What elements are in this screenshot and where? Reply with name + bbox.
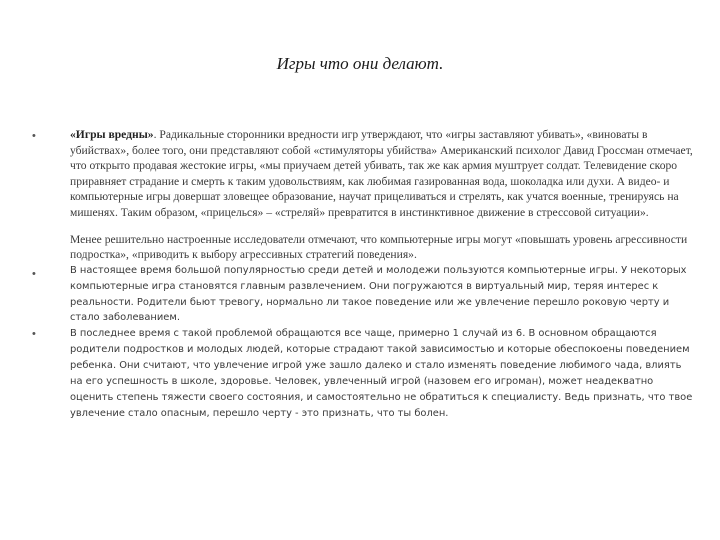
bullet-item-3-text: В последнее время с такой проблемой обращаются все чаще, примерно 1 случай из 6. В основном обращаются родители подростков и молодых людей, которые страдают такой зависимостью и которые обеспокоены поведением ребенка. Они считают, что увлечение игрой уже зашло далеко и стало изменять поведение любимого чада, влиять на его успешность в школе, здоровье. Человек, увлеченный игрой (назовем его игроман), может неадекватно оценить степень тяжести своего состояния, и самостоятельно не обратиться к специалисту. Ведь признать, что твое увлечение стало опасным, перешло черту - это признать, что ты болен. <box>70 328 693 419</box>
bullet-icon: • <box>32 328 36 341</box>
bullet-item-2 <box>32 263 694 327</box>
bullet-icon: • <box>32 267 36 280</box>
bullet-item-1 <box>32 127 694 221</box>
slide-title: Игры что они делают. <box>276 54 444 73</box>
slide-content <box>32 127 694 422</box>
bullet-item-3 <box>32 326 694 421</box>
bullet-item-1-body: . Радикальные сторонники вредности игр утверждают, что «игры заставляют убивать», «виноваты в убийствах», более того, они представляют собой «стимуляторы убийства» Американский психолог Давид Гроссман отмечает, что открыто продавая жестокие игры, «мы приучаем детей убивать, так же как армия муштрует солдат. Телевидение скоро приравняет страдание и смерть к таким удовольствиям, как любимая газированная вода, шоколадка или духи. А видео- и компьютерные игры довершат зловещее образование, научат прицеливаться и стрелять, как учатся военные, тренируясь на мишенях. Таким образом, «прицелься» – «стреляй» превратится в инстинктивное движение в стрессовой ситуации». <box>70 128 693 219</box>
bold-lead: «Игры вредны» <box>70 128 154 141</box>
bullet-icon: • <box>32 130 36 142</box>
bullet-item-1-text <box>70 127 694 221</box>
paragraph-2: Менее решительно настроенные исследователи отмечают, что компьютерные игры могут «повышать уровень агрессивности подростка», «приводить к выбору агрессивных стратегий поведения». <box>70 232 688 262</box>
bullet-item-2-text: В настоящее время большой популярностью среди детей и молодежи пользуются компьютерные игры. У некоторых компьютерные игра становятся главным развлечением. Они погружаются в виртуальный мир, теряя интерес к реальности. Родители бьют тревогу, нормально ли такое поведение или же увлечение перешло роковую черту и стало заболеванием. <box>70 264 687 324</box>
